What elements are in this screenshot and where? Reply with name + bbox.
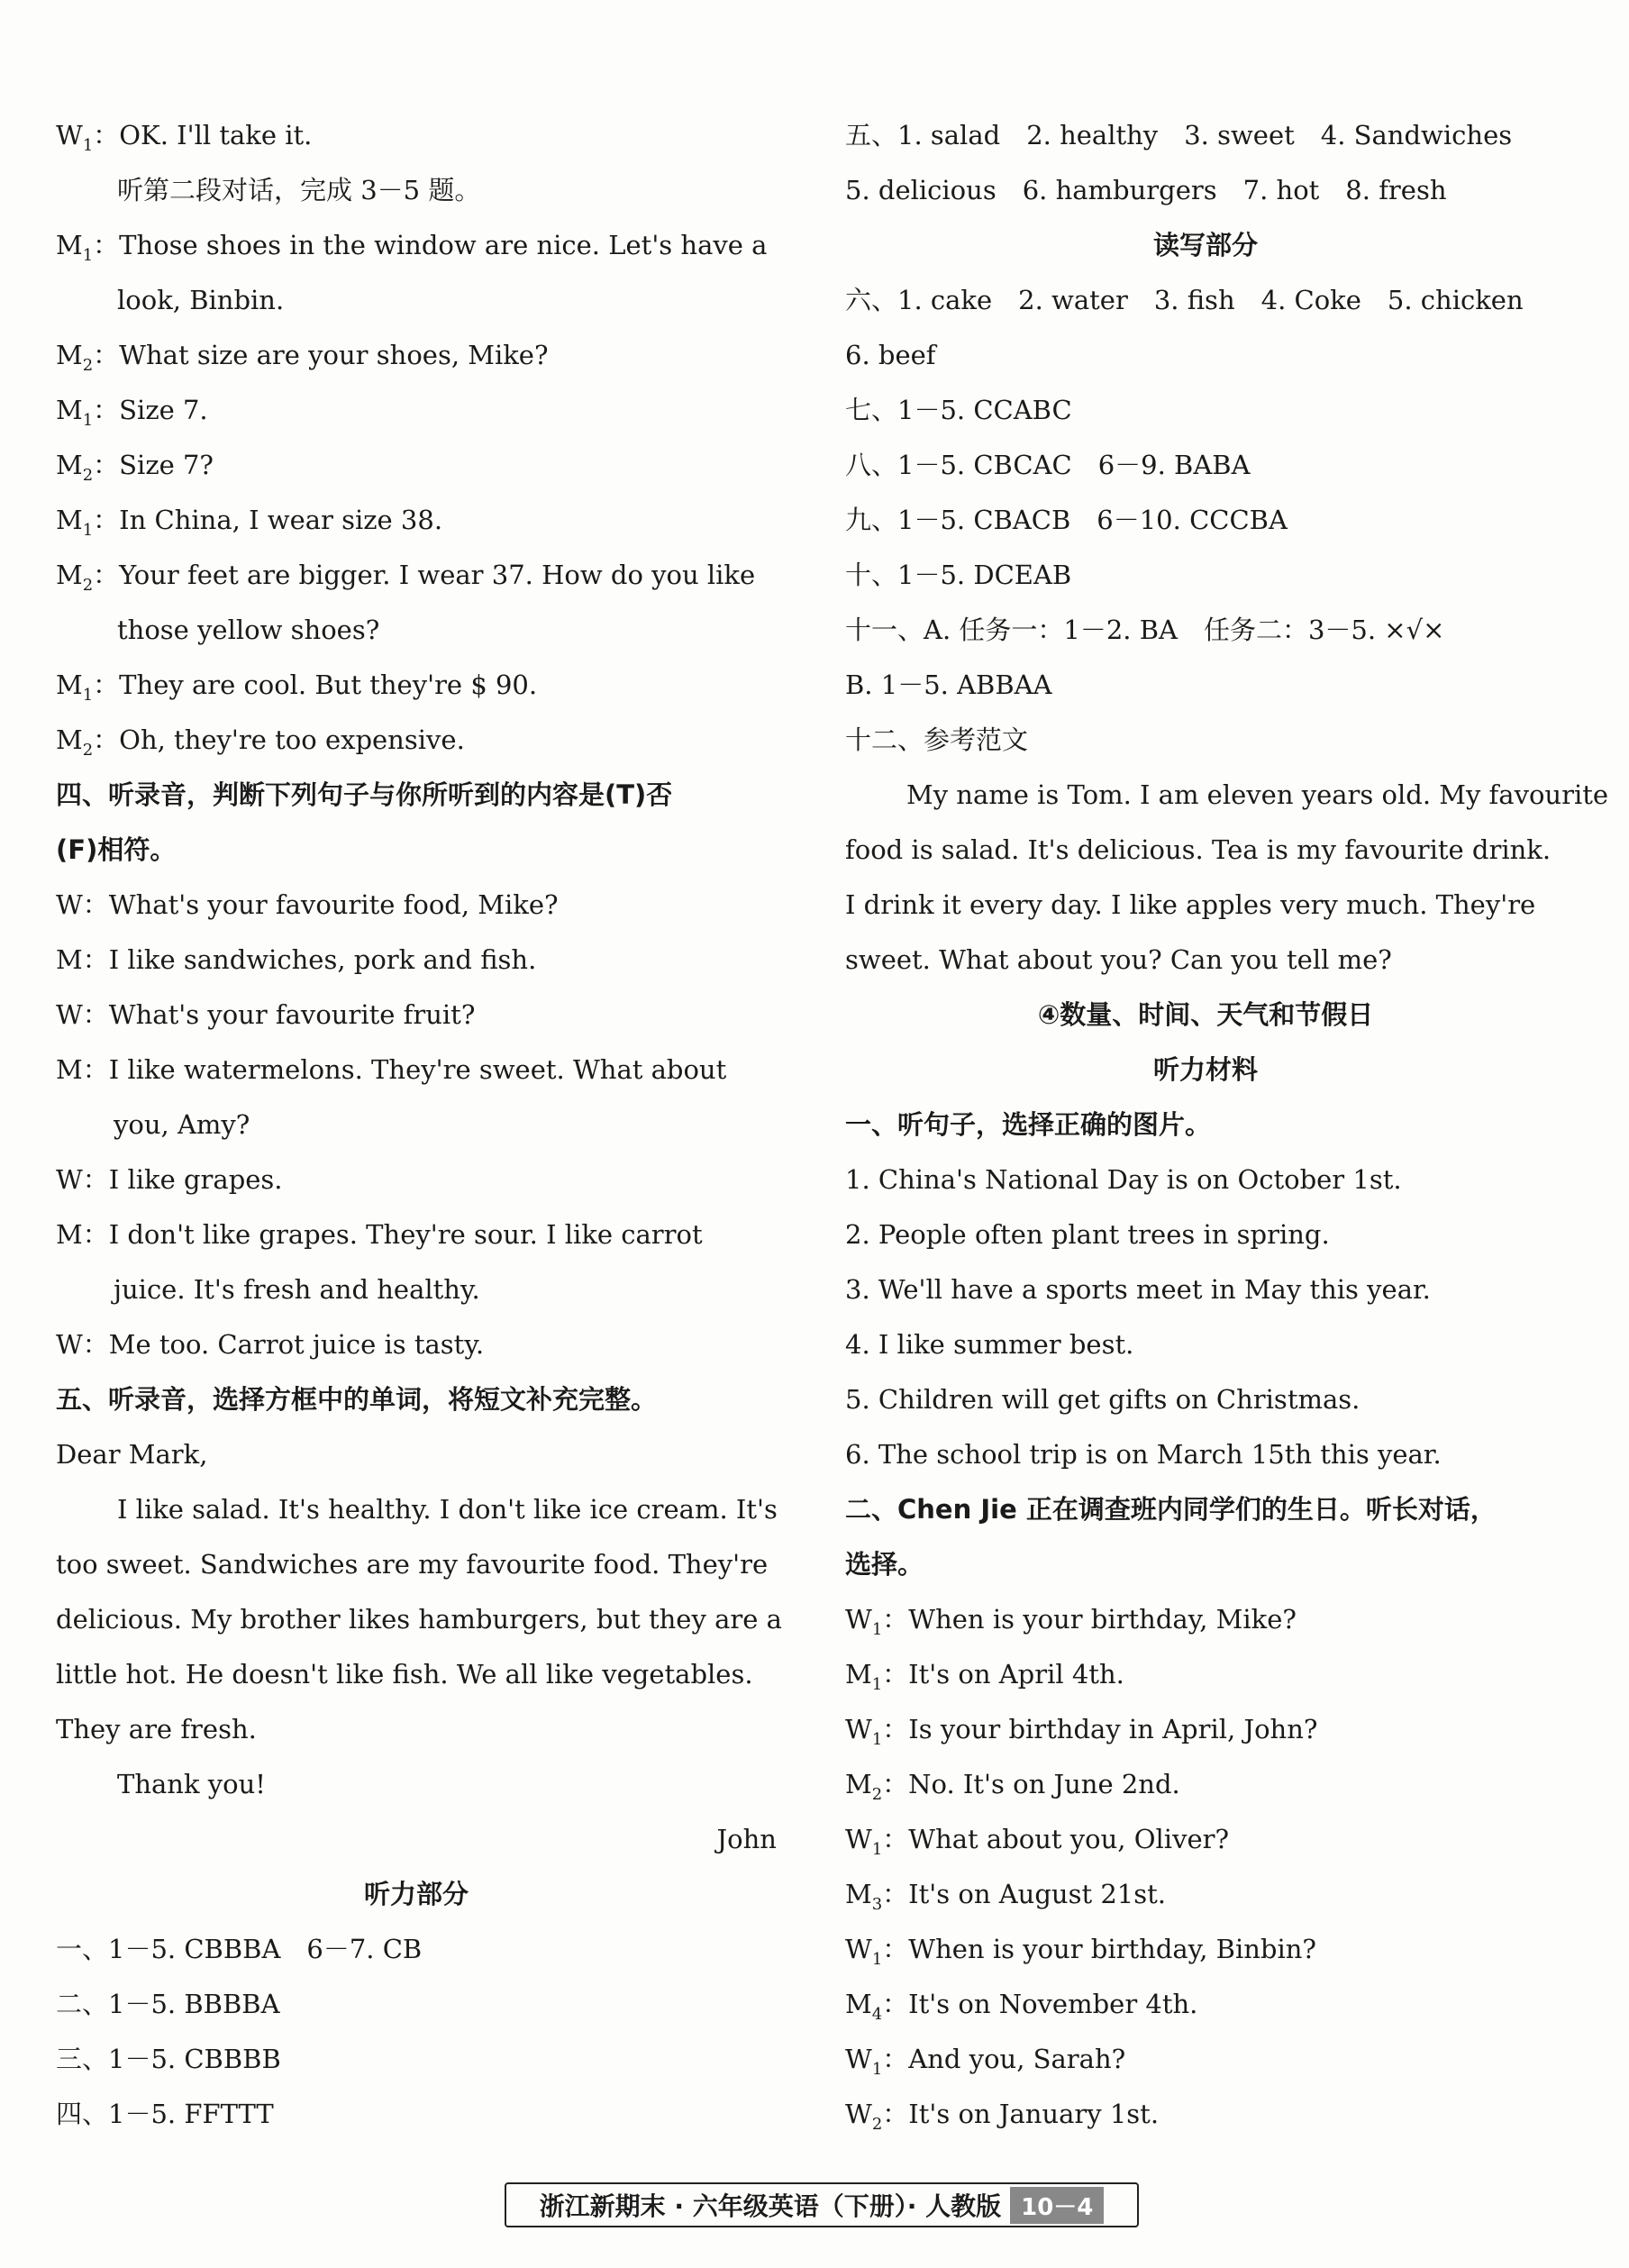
- left-line: 五、听录音，选择方框中的单词，将短文补充完整。: [56, 1384, 658, 1415]
- dialogue-text: In China, I wear size 38.: [119, 505, 443, 535]
- dialogue-text: Your feet are bigger. I wear 37. How do you like: [119, 560, 756, 590]
- speaker-label: $W_1$：: [845, 1714, 909, 1749]
- left-line: [56, 713, 777, 768]
- left-line: I like salad. It's healthy. I don't like ice cream. It's: [117, 1494, 778, 1525]
- right-line: 十、1－5. DCEAB: [845, 560, 1072, 590]
- right-line: food is salad. It's delicious. Tea is my favourite drink.: [845, 834, 1552, 865]
- speaker-label: $W_1$：: [845, 1604, 909, 1639]
- speaker-label: $M_2$：: [56, 450, 120, 485]
- right-line: [845, 1592, 1566, 1647]
- left-line: Thank you!: [117, 1769, 266, 1799]
- dialogue-text: It's on January 1st.: [908, 2099, 1160, 2129]
- left-line: delicious. My brother likes hamburgers, but they are a: [56, 1604, 782, 1635]
- right-line: [845, 1922, 1566, 1977]
- speaker-label: $M_2$：: [56, 724, 120, 760]
- right-line: 八、1－5. CBCAC 6－9. BABA: [845, 450, 1251, 480]
- left-line: 四、1－5. FFTTT: [56, 2099, 274, 2129]
- right-line: 六、1. cake 2. water 3. fish 4. Coke 5. chicken: [845, 285, 1524, 315]
- speaker-label: $W_1$：: [56, 120, 120, 155]
- left-line: 一、1－5. CBBBA 6－7. CB: [56, 1934, 423, 1964]
- right-column: [845, 108, 1609, 2142]
- dialogue-text: It's on August 21st.: [908, 1879, 1166, 1909]
- left-line: 听力部分: [363, 1879, 469, 1909]
- left-line: Dear Mark,: [56, 1439, 208, 1470]
- speaker-label: $M_1$：: [56, 669, 120, 705]
- right-line: 九、1－5. CBACB 6－10. CCCBA: [845, 505, 1288, 535]
- right-line: 6. The school trip is on March 15th this year.: [845, 1439, 1442, 1470]
- left-column: [56, 108, 782, 2142]
- right-line: 十一、A. 任务一：1－2. BA 任务二：3－5. ×√×: [845, 615, 1445, 645]
- speaker-label: $M_4$：: [845, 1989, 909, 2024]
- left-line: [56, 218, 777, 273]
- right-line: [845, 1867, 1566, 1922]
- right-line: 五、1. salad 2. healthy 3. sweet 4. Sandwiches: [845, 120, 1513, 150]
- left-line: M：I like sandwiches, pork and fish.: [56, 944, 537, 975]
- right-line: 5. delicious 6. hamburgers 7. hot 8. fresh: [845, 175, 1447, 205]
- dialogue-text: It's on November 4th.: [908, 1989, 1198, 2019]
- dialogue-text: No. It's on June 2nd.: [908, 1769, 1180, 1799]
- left-line: W：What's your favourite food, Mike?: [56, 889, 559, 920]
- dialogue-text: It's on April 4th.: [908, 1659, 1124, 1690]
- dialogue-text: And you, Sarah?: [908, 2044, 1126, 2074]
- right-line: [845, 1757, 1566, 1812]
- dialogue-text: When is your birthday, Mike?: [908, 1604, 1297, 1635]
- footer-title: 浙江新期末 · 六年级英语（下册）· 人教版: [539, 2191, 1002, 2221]
- dialogue-text: They are cool. But they're $ 90.: [119, 669, 538, 700]
- left-line: John: [716, 1824, 777, 1854]
- speaker-label: $M_1$：: [56, 505, 120, 540]
- right-line: [845, 1977, 1566, 2032]
- dialogue-text: When is your birthday, Binbin?: [908, 1934, 1316, 1964]
- left-line: 听第二段对话，完成 3－5 题。: [117, 175, 481, 205]
- right-line: 1. China's National Day is on October 1st.: [845, 1164, 1402, 1195]
- speaker-label: $W_2$：: [845, 2099, 909, 2134]
- dialogue-text: Is your birthday in April, John?: [908, 1714, 1318, 1744]
- left-line: M：I don't like grapes. They're sour. I like carrot: [56, 1219, 703, 1250]
- right-line: [845, 2032, 1566, 2087]
- left-line: [56, 493, 777, 548]
- right-line: B. 1－5. ABBAA: [845, 669, 1052, 700]
- right-line: 听力材料: [1152, 1054, 1258, 1085]
- left-line: juice. It's fresh and healthy.: [114, 1274, 480, 1305]
- page-footer: [505, 2182, 1139, 2227]
- dialogue-text: Those shoes in the window are nice. Let's have a: [119, 230, 768, 260]
- speaker-label: $M_3$：: [845, 1879, 909, 1914]
- left-line: They are fresh.: [56, 1714, 257, 1744]
- left-line: [56, 548, 777, 603]
- right-line: 十二、参考范文: [845, 724, 1029, 755]
- right-line: 5. Children will get gifts on Christmas.: [845, 1384, 1361, 1415]
- speaker-label: $W_1$：: [845, 2044, 909, 2079]
- right-line: 2. People often plant trees in spring.: [845, 1219, 1330, 1250]
- left-line: little hot. He doesn't like fish. We all like vegetables.: [56, 1659, 753, 1690]
- right-line: [845, 1702, 1566, 1757]
- left-line: 二、1－5. BBBBA: [56, 1989, 280, 2019]
- page-number: 10－4: [1010, 2187, 1104, 2224]
- speaker-label: $W_1$：: [845, 1824, 909, 1859]
- left-line: look, Binbin.: [117, 285, 285, 315]
- speaker-label: $M_2$：: [56, 340, 120, 375]
- right-line: 一、听句子，选择正确的图片。: [845, 1109, 1212, 1140]
- right-line: [845, 1647, 1566, 1702]
- right-line: 读写部分: [1152, 230, 1258, 260]
- left-line: 三、1－5. CBBBB: [56, 2044, 281, 2074]
- speaker-label: $M_1$：: [56, 395, 120, 430]
- left-line: [56, 328, 777, 383]
- left-line: you, Amy?: [114, 1109, 250, 1140]
- right-line: sweet. What about you? Can you tell me?: [845, 944, 1392, 975]
- left-line: W：Me too. Carrot juice is tasty.: [56, 1329, 485, 1360]
- right-line: 3. We'll have a sports meet in May this year.: [845, 1274, 1431, 1305]
- right-line: [845, 1812, 1566, 1867]
- dialogue-text: What size are your shoes, Mike?: [119, 340, 549, 370]
- speaker-label: $M_2$：: [56, 560, 120, 595]
- left-line: M：I like watermelons. They're sweet. What about: [56, 1054, 727, 1085]
- dialogue-text: OK. I'll take it.: [119, 120, 313, 150]
- speaker-label: $W_1$：: [845, 1934, 909, 1969]
- left-line: [56, 383, 777, 438]
- right-line: My name is Tom. I am eleven years old. My favourite: [906, 779, 1609, 810]
- dialogue-text: What about you, Oliver?: [908, 1824, 1230, 1854]
- left-line: W：I like grapes.: [56, 1164, 283, 1195]
- left-line: (F)相符。: [56, 834, 177, 865]
- right-line: 6. beef: [845, 340, 936, 370]
- right-line: 4. I like summer best.: [845, 1329, 1134, 1360]
- dialogue-text: Size 7.: [119, 395, 208, 425]
- left-line: [56, 438, 777, 493]
- right-line: 二、Chen Jie 正在调查班内同学们的生日。听长对话，: [845, 1494, 1497, 1525]
- speaker-label: $M_1$：: [845, 1659, 909, 1694]
- left-line: too sweet. Sandwiches are my favourite food. They're: [56, 1549, 769, 1580]
- right-line: I drink it every day. I like apples very much. They're: [845, 889, 1536, 920]
- left-line: those yellow shoes?: [117, 615, 380, 645]
- speaker-label: $M_1$：: [56, 230, 120, 265]
- right-line: ④数量、时间、天气和节假日: [1037, 999, 1374, 1030]
- left-line: 四、听录音，判断下列句子与你所听到的内容是(T)否: [56, 779, 673, 810]
- dialogue-text: Oh, they're too expensive.: [119, 724, 465, 755]
- right-line: [845, 2087, 1566, 2142]
- right-line: 七、1－5. CCABC: [845, 395, 1072, 425]
- speaker-label: $M_2$：: [845, 1769, 909, 1804]
- left-line: [56, 658, 777, 713]
- right-line: 选择。: [845, 1549, 924, 1580]
- left-line: [56, 108, 777, 163]
- left-line: W：What's your favourite fruit?: [56, 999, 476, 1030]
- dialogue-text: Size 7?: [119, 450, 214, 480]
